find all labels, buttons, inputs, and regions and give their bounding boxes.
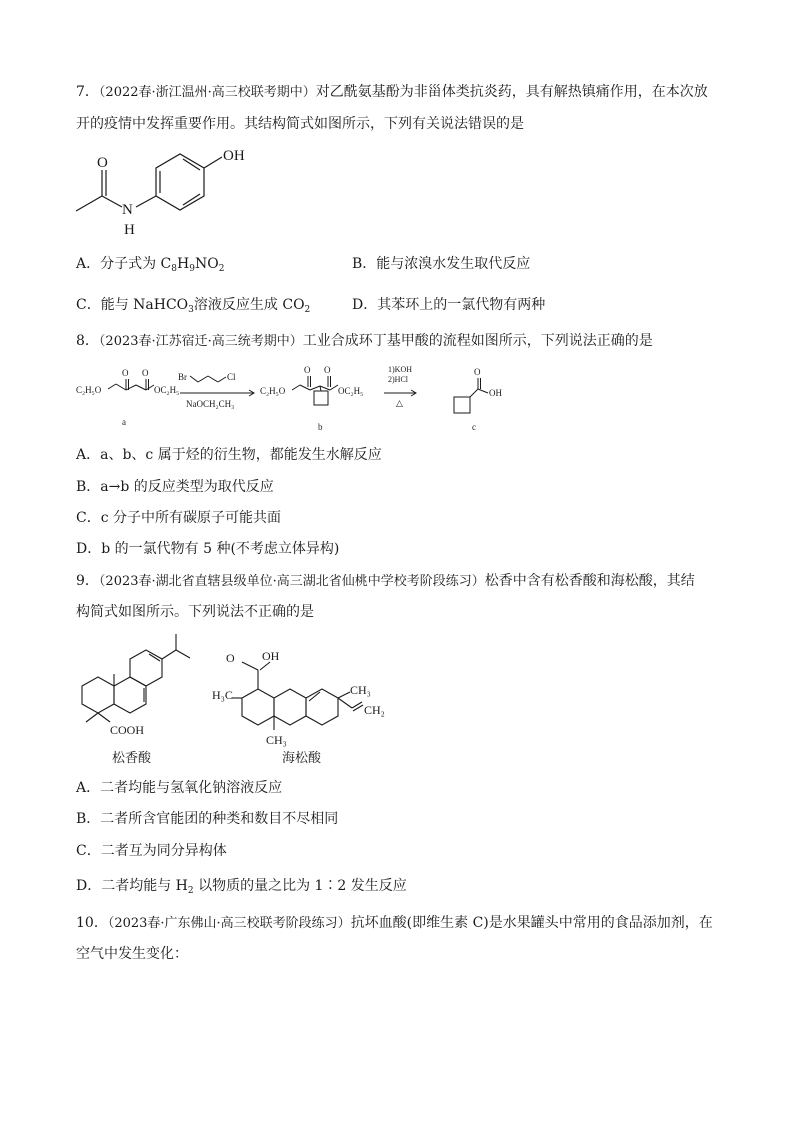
q7-option-d[interactable]: D．其苯环上的一氯代物有两种 bbox=[352, 297, 546, 313]
q7-hydroxyl: OH bbox=[223, 148, 245, 164]
q7-option-a[interactable]: A．分子式为 $C_8H_9NO_2$ bbox=[76, 256, 225, 274]
q9-pimaric-carbonyl-o: O bbox=[226, 651, 235, 665]
q9-pimaric-methyl-2: CH₃ bbox=[350, 683, 371, 697]
q8-label-b: b bbox=[318, 422, 323, 432]
q7-option-c[interactable]: C．能与 NaHCO$_3$溶液反应生成 $CO_2$ bbox=[76, 297, 311, 315]
q7-option-b[interactable]: B．能与浓溴水发生取代反应 bbox=[352, 256, 531, 272]
q8-heat-symbol: △ bbox=[396, 398, 403, 408]
q9-number: 9． bbox=[76, 573, 99, 589]
q8-source: （2023春·江苏宿迁·高三统考期中） bbox=[98, 334, 303, 349]
q9-option-b[interactable]: B．二者所含官能团的种类和数目不尽相同 bbox=[76, 811, 339, 827]
q9-abietic-acid-name: 松香酸 bbox=[112, 750, 152, 765]
q9-option-a[interactable]: A．二者均能与氢氧化钠溶液反应 bbox=[76, 780, 283, 796]
q8-stem bbox=[76, 331, 653, 352]
q8-option-a[interactable]: A．a、b、c 属于烃的衍生物，都能发生水解反应 bbox=[76, 447, 382, 463]
q9-stem-line2 bbox=[76, 602, 314, 622]
q7-stem-line2 bbox=[76, 114, 524, 134]
q9-pimaric-acid-structure bbox=[212, 650, 412, 770]
q8-c-o: O bbox=[474, 367, 481, 377]
q7-stem-line1 bbox=[76, 82, 708, 103]
q8-b-ethoxy-left: C₂H₅O bbox=[260, 386, 286, 396]
q8-label-a: a bbox=[122, 417, 126, 427]
q7-number: 7． bbox=[76, 84, 99, 100]
q8-reagent-base: NaOCH₂CH₃ bbox=[186, 399, 235, 409]
q8-c-hydroxyl: OH bbox=[489, 388, 502, 398]
q8-reagent-cl: Cl bbox=[227, 372, 236, 382]
q8-b-o2: O bbox=[324, 365, 331, 375]
q9-stem-b: 构简式如图所示。下列说法不正确的是 bbox=[76, 604, 314, 620]
q7-amide-h: H bbox=[124, 222, 135, 238]
q7-carbonyl-o: O bbox=[97, 155, 108, 171]
q10-stem-line2 bbox=[76, 944, 188, 964]
q8-label-c: c bbox=[472, 422, 476, 432]
q8-b-o1: O bbox=[304, 365, 311, 375]
q9-option-d[interactable]: D．二者均能与 $H_2$ 以物质的量之比为 1∶2 发生反应 bbox=[76, 878, 407, 896]
q10-number: 10． bbox=[76, 915, 108, 931]
q9-abietic-acid-structure bbox=[72, 630, 222, 770]
q8-reagent-hcl: 2)HCl bbox=[388, 375, 408, 384]
q10-stem-b: 空气中发生变化： bbox=[76, 946, 188, 962]
q8-option-c[interactable]: C．c 分子中所有碳原子可能共面 bbox=[76, 510, 282, 526]
q7-source: （2022春·浙江温州·高三校联考期中） bbox=[98, 85, 316, 100]
q8-number: 8． bbox=[76, 333, 99, 349]
q7-acetaminophen-structure bbox=[74, 143, 254, 243]
q7-stem-b: 开的疫情中发挥重要作用。其结构简式如图所示，下列有关说法错误的是 bbox=[76, 116, 524, 132]
q9-stem-line1 bbox=[76, 571, 695, 592]
q8-option-b[interactable]: B．a→b 的反应类型为取代反应 bbox=[76, 479, 274, 495]
q9-source: （2023春·湖北省直辖县级单位·高三湖北省仙桃中学校考阶段练习） bbox=[98, 574, 485, 589]
q8-b-ethoxy-right: OC₂H₅ bbox=[338, 386, 364, 396]
q9-pimaric-vinyl: CH₂ bbox=[364, 703, 385, 717]
q8-option-d[interactable]: D．b 的一氯代物有 5 种(不考虑立体异构) bbox=[76, 541, 340, 557]
q8-a-o2: O bbox=[142, 368, 149, 378]
q8-reagent-br: Br bbox=[178, 372, 187, 382]
q7-stem-a: 对乙酰氨基酚为非甾体类抗炎药，具有解热镇痛作用，在本次放 bbox=[315, 84, 708, 100]
q10-stem-a: 抗坏血酸(即维生素 C)是水果罐头中常用的食品添加剂，在 bbox=[350, 915, 713, 931]
q9-abietic-carboxyl: COOH bbox=[110, 723, 145, 737]
q9-pimaric-hydroxyl: OH bbox=[262, 650, 280, 663]
q8-stem-text: 工业合成环丁基甲酸的流程如图所示，下列说法正确的是 bbox=[302, 333, 653, 349]
q8-reagent-koh: 1)KOH bbox=[388, 365, 412, 374]
q8-a-ethoxy-left: C₂H₅O bbox=[76, 385, 102, 395]
q8-a-o1: O bbox=[122, 368, 129, 378]
q9-option-c[interactable]: C．二者互为同分异构体 bbox=[76, 843, 227, 859]
q9-pimaric-methyl-1: H₃C bbox=[212, 688, 233, 702]
q9-pimaric-methyl-3: CH₃ bbox=[266, 733, 287, 747]
q9-stem-a: 松香中含有松香酸和海松酸，其结 bbox=[484, 573, 695, 589]
q7-amide-n: N bbox=[122, 202, 133, 218]
q8-a-ethoxy-right: OC₂H₅ bbox=[154, 385, 180, 395]
q10-source: （2023春·广东佛山·高三校联考阶段练习） bbox=[107, 916, 351, 931]
q10-stem-line1 bbox=[76, 913, 713, 934]
q9-pimaric-acid-name: 海松酸 bbox=[282, 750, 322, 765]
q8-reaction-scheme bbox=[74, 360, 524, 435]
